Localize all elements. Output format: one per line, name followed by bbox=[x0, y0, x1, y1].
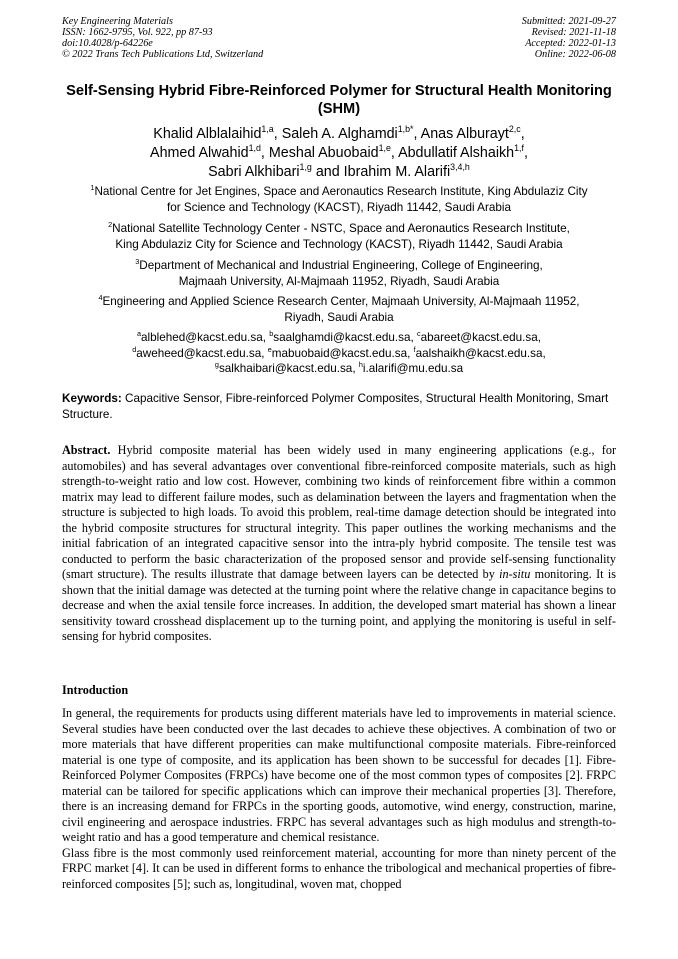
author-affiliation-sup: 1,e bbox=[378, 143, 391, 154]
email-address[interactable]: aalshaikh@kacst.edu.sa bbox=[415, 346, 543, 360]
affiliation-number: 1 bbox=[90, 183, 95, 193]
journal-info bbox=[62, 16, 263, 60]
date-online: Online: 2022-06-08 bbox=[534, 49, 616, 60]
author-separator: , bbox=[273, 126, 282, 142]
email-label: d bbox=[132, 344, 137, 354]
date-revised: Revised: 2021-11-18 bbox=[531, 27, 616, 38]
email-address[interactable]: abareet@kacst.edu.sa bbox=[420, 331, 538, 344]
affiliation-number: 4 bbox=[98, 293, 103, 303]
introduction-body bbox=[62, 706, 616, 892]
abstract-label: Abstract. bbox=[62, 443, 111, 457]
abstract-italic-term: in-situ bbox=[499, 567, 531, 581]
author: Sabri Alkhibari bbox=[208, 164, 300, 180]
author: Meshal Abuobaid bbox=[268, 145, 379, 161]
author-affiliation-sup: 1,g bbox=[299, 162, 312, 173]
affiliation-3 bbox=[62, 258, 616, 289]
paragraph: In general, the requirements for products using different materials have led to improvements in material science. Several studies have been conducted over the last decades to achieve these objectives. A combination of two or more materials that have different properities can make multifunctional composite materials. Fibre-reinforced material is one type of composite, and its application has been shown to be successful for decades [1]. Fibre-Reinforced Polymer Composites (FRPCs) have become one of the most common types of composites [2]. FRPC material can be tailored for specific applications which can improve their mechanical properties [3]. Therefore, there is an increasing demand for FRPCs in the sporting goods, automotive, wind energy, construction, marine, civil engineering and aerospace industries. FRPC has several advantages such as high modulus and strength-to-weight ratio and has a good temperature and chemical resistance. bbox=[62, 706, 616, 844]
author-affiliation-sup: 1,d bbox=[248, 143, 261, 154]
email-label: e bbox=[267, 344, 272, 354]
email-address[interactable]: saalghamdi@kacst.edu.sa bbox=[273, 331, 411, 344]
section-heading-introduction: Introduction bbox=[62, 683, 129, 697]
author-affiliation-sup: 1,b* bbox=[397, 124, 414, 135]
author: Saleh A. Alghamdi bbox=[281, 126, 398, 142]
affiliation-2 bbox=[62, 221, 616, 252]
author: Ahmed Alwahid bbox=[150, 145, 249, 161]
email-address[interactable]: salkhaibari@kacst.edu.sa bbox=[218, 362, 353, 375]
email-label: c bbox=[417, 329, 421, 339]
email-label: h bbox=[358, 360, 363, 370]
affiliation-line: National Satellite Technology Center - NSTC, Space and Aeronautics Research Institute, bbox=[112, 222, 570, 235]
author-affiliation-sup: 1,a bbox=[261, 124, 274, 135]
author-separator: , bbox=[413, 126, 421, 142]
paragraph: Glass fibre is the most commonly used reinforcement material, accounting for more than ninety percent of the FRPC market [4]. It can be used in different forms to enhance the tribological and mechanical properties of fibre-reinforced composites [5]; such as, longitudinal, woven mat, chopped bbox=[62, 845, 616, 891]
affiliation-line: Department of Mechanical and Industrial Engineering, College of Engineering, bbox=[139, 259, 543, 272]
affiliation-line: King Abdulaziz City for Science and Technology (KACST), Riyadh 11442, Saudi Arabia bbox=[115, 237, 563, 251]
author-affiliation-sup: 1,f bbox=[514, 143, 524, 154]
abstract bbox=[62, 443, 616, 645]
abstract-text: Hybrid composite material has been widely used in many engineering applications (e.g., for automobiles) and has several advantages over conventional fibre-reinforced composite materials, such as high strength-to-weight ratio and low cost. However, combining two kinds of reinforcement fibre within a common matrix may lead to different failure modes, such as delamination between the layers and fragmentation when the structure is subjected to high loads. To avoid this problem, real-time damage detection should be integrated into the hybrid composite structures for structural integrity. This paper outlines the working mechanisms and the initial fabrication of an integrated capacitive sensor into the intra-ply hybrid composite. The tensile test was conducted to perform the basic characterization of the proposed sensor and provide self-sensing functionality (smart structure). The results illustrate that damage between layers can be detected by bbox=[62, 443, 616, 581]
keywords-text: Capacitive Sensor, Fibre-reinforced Polymer Composites, Structural Health Monitoring, Smart Structure. bbox=[62, 392, 609, 421]
email-address[interactable]: alblehed@kacst.edu.sa bbox=[141, 331, 263, 344]
date-accepted: Accepted: 2022-01-13 bbox=[525, 38, 616, 49]
email-label: b bbox=[269, 329, 274, 339]
date-submitted: Submitted: 2021-09-27 bbox=[521, 16, 616, 27]
author-separator: , bbox=[523, 145, 528, 161]
affiliation-line: Engineering and Applied Science Research Center, Majmaah University, Al-Majmaah 11952, bbox=[102, 295, 580, 308]
author: Anas Alburayt bbox=[420, 126, 509, 142]
keywords bbox=[62, 391, 616, 422]
journal-copyright: © 2022 Trans Tech Publications Ltd, Switzerland bbox=[62, 49, 264, 60]
keywords-label: Keywords: bbox=[62, 392, 122, 405]
journal-issn: ISSN: 1662-9795, Vol. 922, pp 87-93 bbox=[62, 27, 213, 38]
paper-title: Self-Sensing Hybrid Fibre-Reinforced Polymer for Structural Health Monitoring (SHM) bbox=[66, 83, 612, 117]
affiliation-line: National Centre for Jet Engines, Space and Aeronautics Research Institute, King Abdulaziz City bbox=[94, 185, 588, 198]
affiliation-1 bbox=[62, 184, 616, 215]
email-label: a bbox=[136, 329, 142, 339]
author: Abdullatif Alshaikh bbox=[398, 145, 515, 161]
affiliation-line: for Science and Technology (KACST), Riyadh 11442, Saudi Arabia bbox=[167, 200, 511, 214]
author-affiliation-sup: 2,c bbox=[508, 124, 521, 135]
affiliation-number: 2 bbox=[108, 220, 113, 230]
author-separator: , bbox=[520, 126, 525, 142]
author: Khalid Alblalaihid bbox=[153, 126, 262, 142]
journal-doi: doi:10.4028/p-64226e bbox=[62, 38, 153, 49]
email-label: f bbox=[413, 344, 416, 354]
email-address[interactable]: mabuobaid@kacst.edu.sa bbox=[271, 346, 408, 360]
author-affiliation-sup: 3,4,h bbox=[450, 162, 470, 173]
author-separator: , bbox=[260, 145, 269, 161]
email-label: g bbox=[214, 360, 219, 370]
affiliation-line: Majmaah University, Al-Majmaah 11952, Riyadh, Saudi Arabia bbox=[178, 274, 500, 288]
author: Ibrahim M. Alarifi bbox=[343, 164, 451, 180]
email-list: $^a$alblehed@kacst.edu.sa, $^b$saalghamdi@kacst.edu.sa, $^c$abareet@kacst.edu.sa, $^d$aweheed@kacst.edu.sa, $^e$mabuobaid@kacst.edu.sa, $^f$aalshaikh@kacst.edu.sa, $^g$salkhaibari@kacst.edu.sa, $^h$i.alarifi@mu.edu.sa bbox=[132, 329, 546, 375]
journal-name: Key Engineering Materials bbox=[62, 16, 173, 27]
author-separator: and bbox=[311, 164, 344, 180]
affiliation-4 bbox=[62, 294, 616, 325]
email-address[interactable]: aweheed@kacst.edu.sa bbox=[136, 346, 262, 360]
affiliation-number: 3 bbox=[135, 257, 140, 267]
abstract-text: monitoring. It is shown that the initial damage was detected at the turning point where the relative change in capacitance begins to decrease and when the axial tensile force increases. In addition, the developed smart material has shown a linear sensitivity toward crosshead displacement up to the turning point, and applying the monitoring is useful in self-sensing for hybrid composites. bbox=[62, 567, 617, 643]
affiliation-line: Riyadh, Saudi Arabia bbox=[284, 310, 394, 324]
publication-dates bbox=[522, 16, 616, 60]
author-separator: , bbox=[390, 145, 399, 161]
author-list bbox=[62, 125, 616, 182]
email-address[interactable]: i.alarifi@mu.edu.sa bbox=[362, 362, 464, 375]
